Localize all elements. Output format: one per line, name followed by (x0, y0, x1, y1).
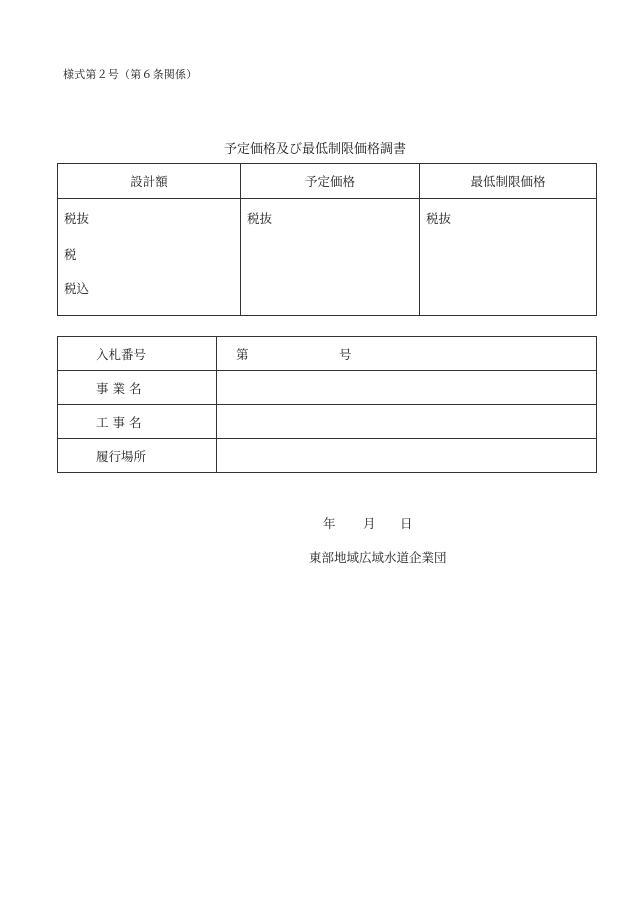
design-tax-label: 税 (64, 247, 77, 262)
work-name-label: 工 事 名 (58, 405, 217, 439)
minimum-price-cell (420, 199, 597, 316)
project-name-row (58, 371, 597, 405)
bid-number-row (58, 337, 597, 371)
bid-number-suffix: 号 (339, 346, 352, 362)
price-table (57, 163, 597, 316)
organization-name: 東部地域広域水道企業団 (309, 550, 447, 565)
project-name-value (217, 371, 597, 405)
work-name-value (217, 405, 597, 439)
work-name-row (58, 405, 597, 439)
price-table-value-row (58, 199, 597, 316)
location-label: 履行場所 (58, 439, 217, 473)
info-table (57, 336, 597, 473)
document-title: 予定価格及び最低制限価格調書 (223, 142, 406, 157)
planned-tax-excluded-label: 税抜 (247, 211, 273, 226)
design-tax-excluded-label: 税抜 (64, 211, 90, 226)
column-minimum-price: 最低制限価格 (420, 164, 597, 199)
price-table-header-row (58, 164, 597, 199)
bid-number-label: 入札番号 (58, 337, 217, 371)
date-month: 月 (363, 516, 376, 531)
minimum-tax-excluded-label: 税抜 (426, 211, 452, 226)
design-amount-cell (58, 199, 241, 316)
date-day: 日 (400, 516, 413, 531)
form-number: 様式第２号（第６条関係） (63, 68, 198, 81)
bid-number-value (217, 337, 597, 371)
location-value (217, 439, 597, 473)
column-design-amount: 設計額 (58, 164, 241, 199)
column-planned-price: 予定価格 (241, 164, 420, 199)
bid-number-prefix: 第 (236, 346, 249, 362)
planned-price-cell (241, 199, 420, 316)
location-row (58, 439, 597, 473)
design-tax-included-label: 税込 (64, 281, 90, 296)
date-year: 年 (323, 516, 336, 531)
project-name-label: 事 業 名 (58, 371, 217, 405)
